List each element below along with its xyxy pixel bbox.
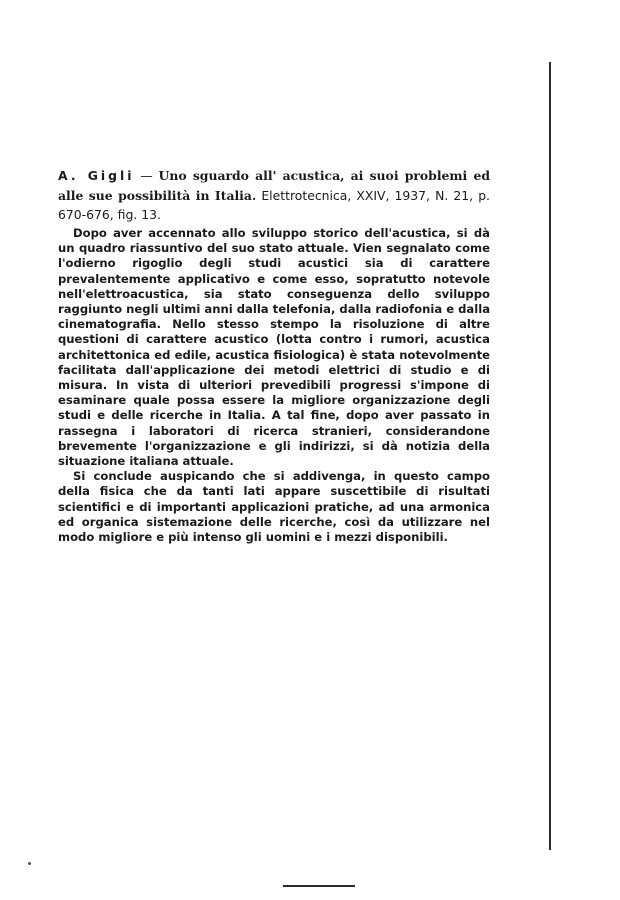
abstract-paragraph-1: Dopo aver accennato allo sviluppo storico dell'acustica, si dà un quadro riassuntivo del suo stato attuale. Vien segnalato come l'odierno rigoglio degli studi acustici sia di carattere prevalentemente applicativo e come esso, sopratutto notevole nell'elettroacustica, sia stato conseguenza dello sviluppo raggiunto negli ultimi anni dalla telefonia, dalla radiofonia e dalla cinematografia. Nello stesso stempo la risoluzione di altre questioni di carattere acustico (lotta contro i rumori, acustica architettonica ed edile, acustica fisiologica) è stata notevolmente facilitata dall'applicazione dei metodi elettrici di studio e di misura. In vista di ulteriori prevedibili progressi s'impone di esaminare quale possa essere la migliore organizzazione degli studi e delle ricerche in Italia. A tal fine, dopo aver passato in rassegna i laboratori di ricerca stranieri, considerandone brevemente l'organizzazione e gli indirizzi, si dà notizia della situazione italiana attuale. xyxy=(58,226,491,469)
scan-speck xyxy=(28,862,31,865)
bottom-rule xyxy=(283,885,355,887)
abstract xyxy=(58,226,490,545)
citation-dash: — xyxy=(134,168,159,183)
abstract-paragraph-2: Si conclude auspicando che si addivenga, in questo campo della fisica che da tanti lati appare suscettibile di risultati scientifici e di importanti applicazioni pratiche, ad una armonica ed organica sistemazione delle ricerche, così da utilizzare nel modo migliore e più intenso gli uomini e i mezzi disponibili. xyxy=(58,469,490,545)
bibliographic-citation xyxy=(58,166,490,225)
citation-title: Uno sguardo all' acustica, ai suoi problemi ed alle sue possibilità in Italia. xyxy=(58,168,490,203)
citation-source: Elettrotecnica, XXIV, 1937, N. 21, p. 670-676, fig. 13. xyxy=(58,187,490,222)
right-margin-rule xyxy=(549,62,551,850)
citation-author: A. Gigli xyxy=(58,168,135,183)
